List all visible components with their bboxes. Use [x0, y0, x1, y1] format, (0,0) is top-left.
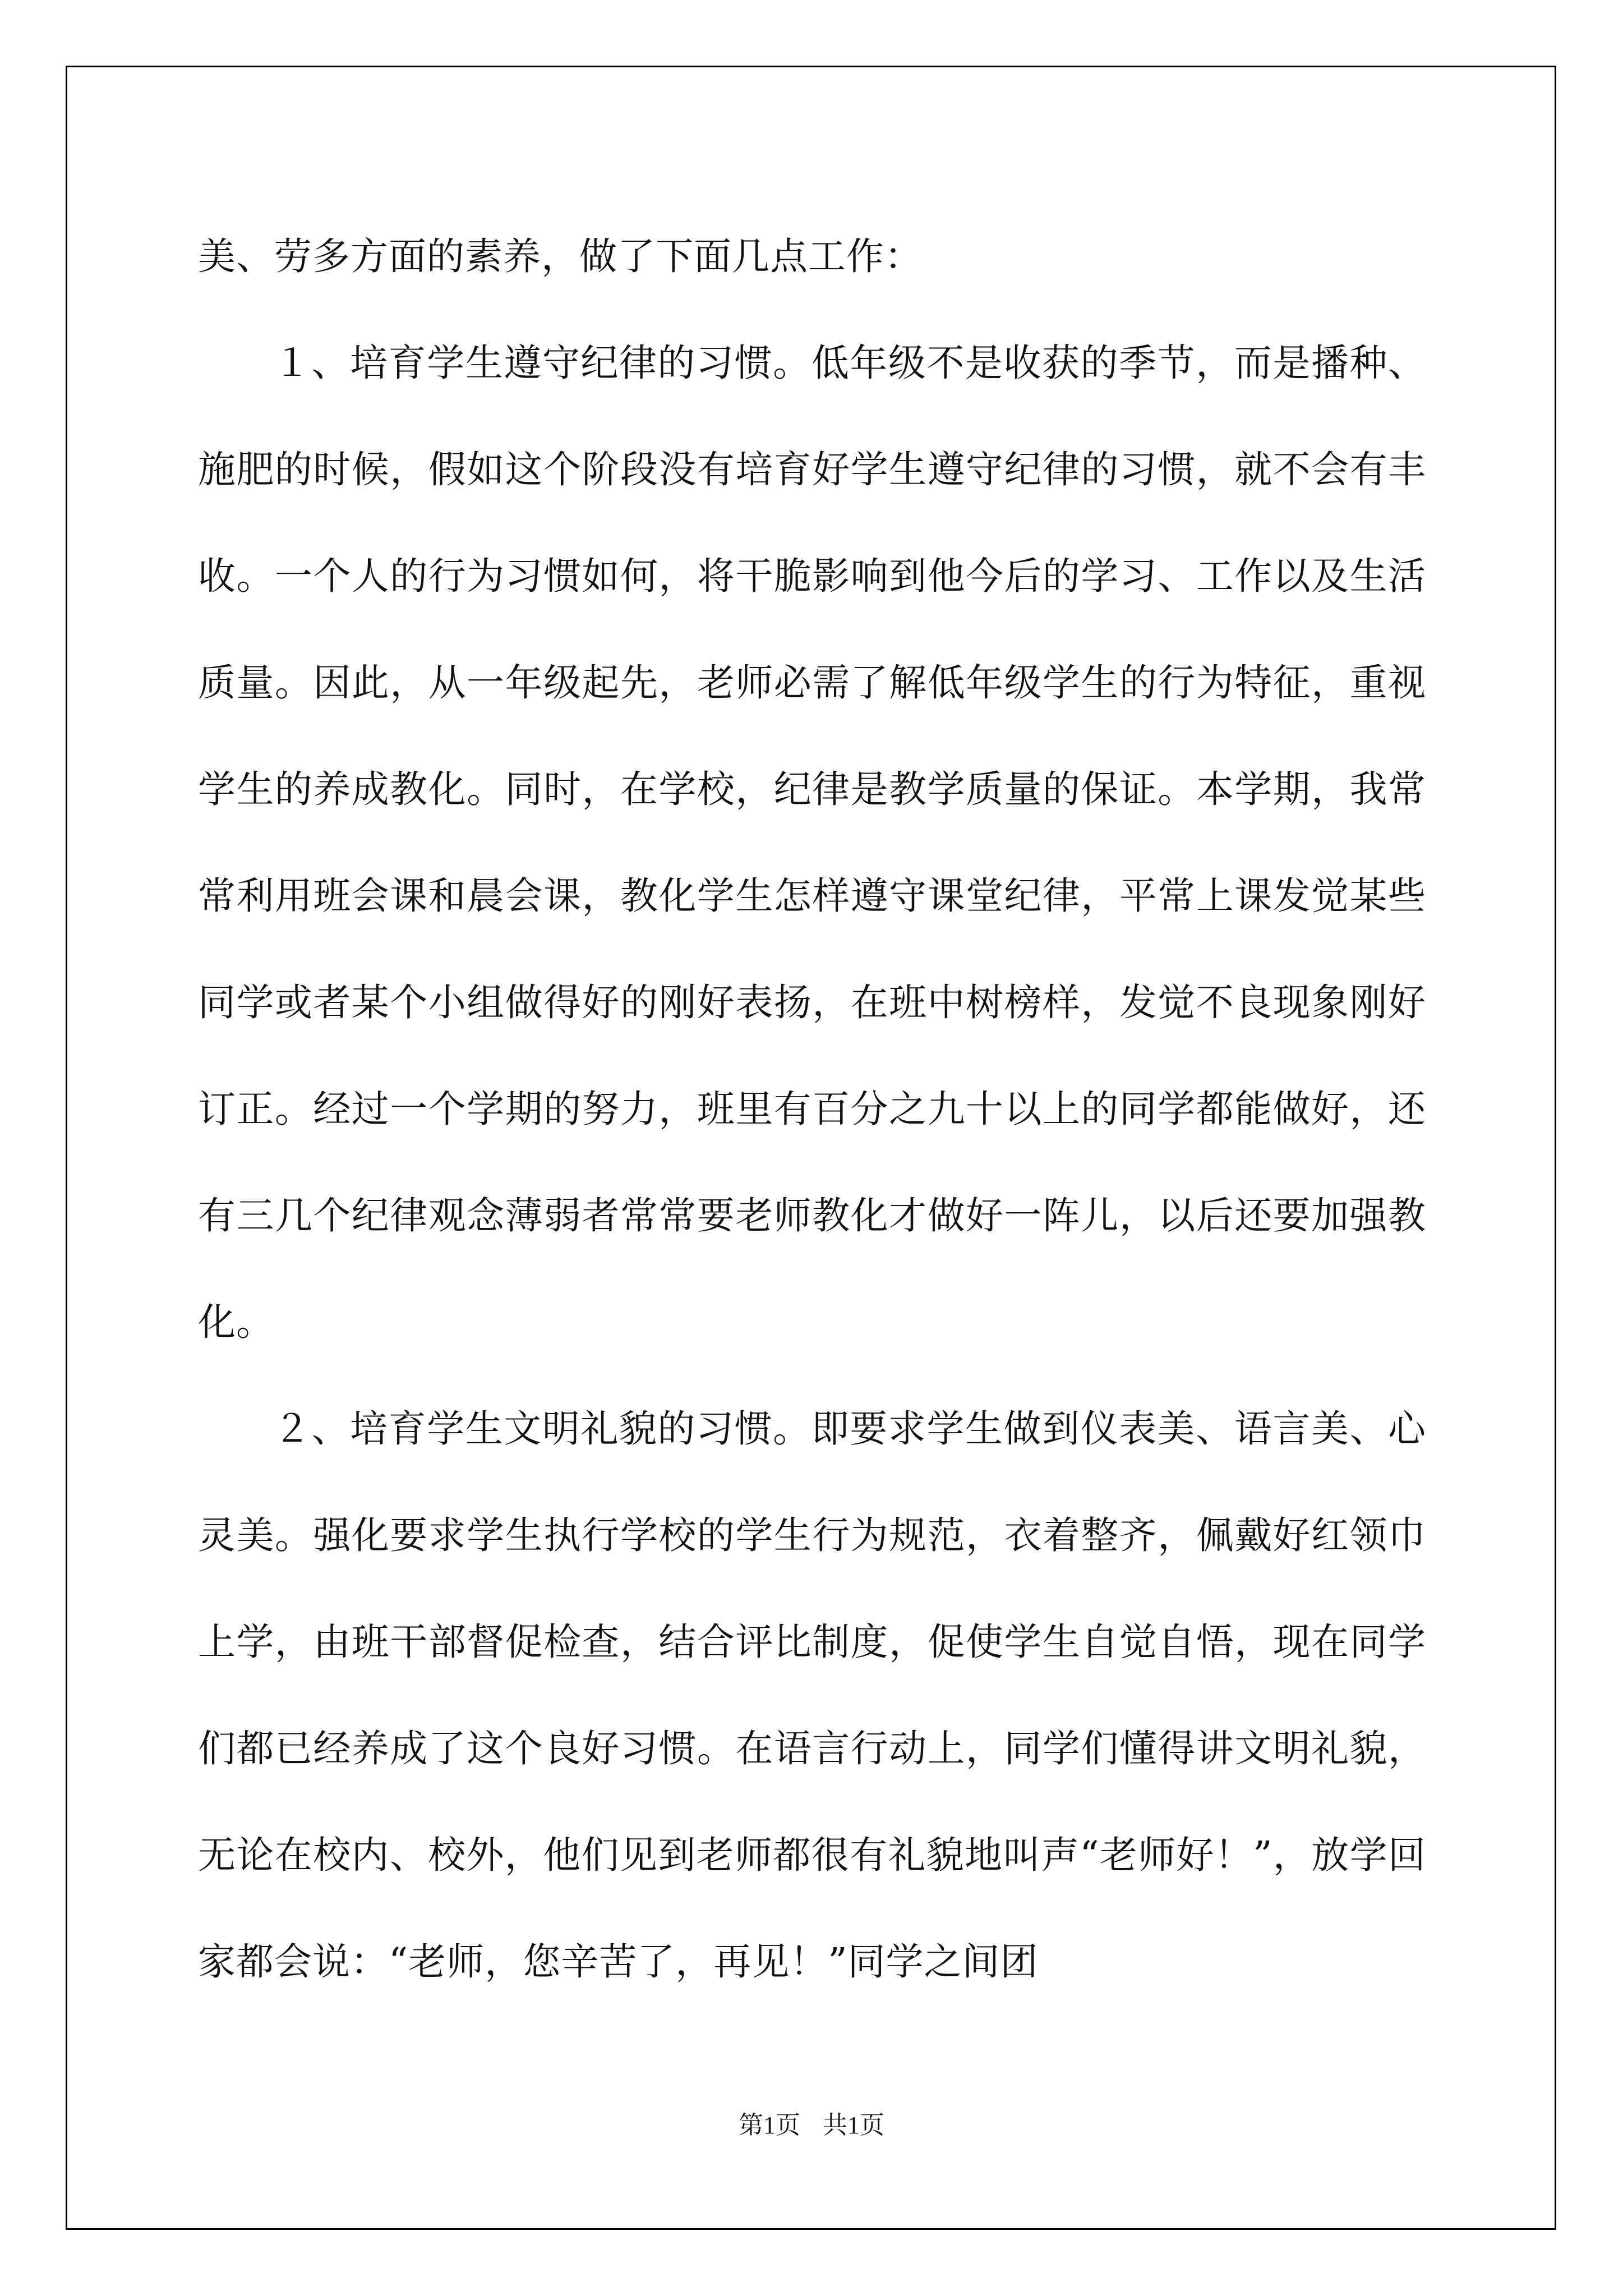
text-line: 班中树榜样，发觉不良现象刚好订正。经过一个学期的努力，班里有 — [198, 981, 1427, 1131]
text-line: 堂纪律，平常上课发觉某些同学或者某个小组做得好的刚好表扬，在 — [198, 874, 1426, 1024]
text-line: 现在同学们都已经养成了这个良好习惯。在语言行动上，同学们懂得 — [198, 1620, 1427, 1770]
text-line: 心灵美。强化要求学生执行学校的学生行为规范，衣着整齐，佩戴好 — [198, 1407, 1426, 1557]
text-line: 师好！”，放学回家都会说：“老师，您辛苦了，再见！”同学之间团 — [198, 1833, 1426, 1984]
text-line: 老师教化才做好一阵儿，以后还要加强教化。 — [198, 1194, 1427, 1344]
text-line: ２、培育学生文明礼貌的习惯。即要求学生做到仪表美、语言美、 — [273, 1407, 1388, 1451]
paragraph-discipline — [198, 310, 1426, 1375]
text-line: 讲文明礼貌，无论在校内、校外，他们见到老师都很有礼貌地叫声“老 — [198, 1727, 1427, 1877]
document-body — [198, 203, 1426, 2015]
text-line: 的保证。本学期，我常常利用班会课和晨会课，教化学生怎样遵守课 — [198, 767, 1427, 918]
paragraph-intro — [198, 203, 1426, 310]
text-line: 种、施肥的时候，假如这个阶段没有培育好学生遵守纪律的习惯，就 — [198, 341, 1427, 491]
text-line: 百分之九十以上的同学都能做好，还有三几个纪律观念薄弱者常常要 — [198, 1087, 1427, 1237]
text-line: 美、劳多方面的素养，做了下面几点工作： — [198, 234, 923, 278]
paragraph-courtesy — [198, 1375, 1426, 2015]
text-line: 不会有丰收。一个人的行为习惯如何，将干脆影响到他今后的学习、 — [198, 448, 1427, 598]
page-total: 共1页 — [823, 2111, 884, 2139]
page-footer — [0, 2105, 1623, 2141]
text-line: 工作以及生活质量。因此，从一年级起先，老师必需了解低年级学生 — [198, 554, 1427, 705]
page-number: 第1页 — [739, 2111, 800, 2139]
text-line: 红领巾上学，由班干部督促检查，结合评比制度，促使学生自觉自悟， — [198, 1513, 1426, 1664]
text-line: １、培育学生遵守纪律的习惯。低年级不是收获的季节，而是播 — [273, 341, 1350, 385]
text-line: 的行为特征，重视学生的养成教化。同时，在学校，纪律是教学质量 — [198, 661, 1427, 811]
